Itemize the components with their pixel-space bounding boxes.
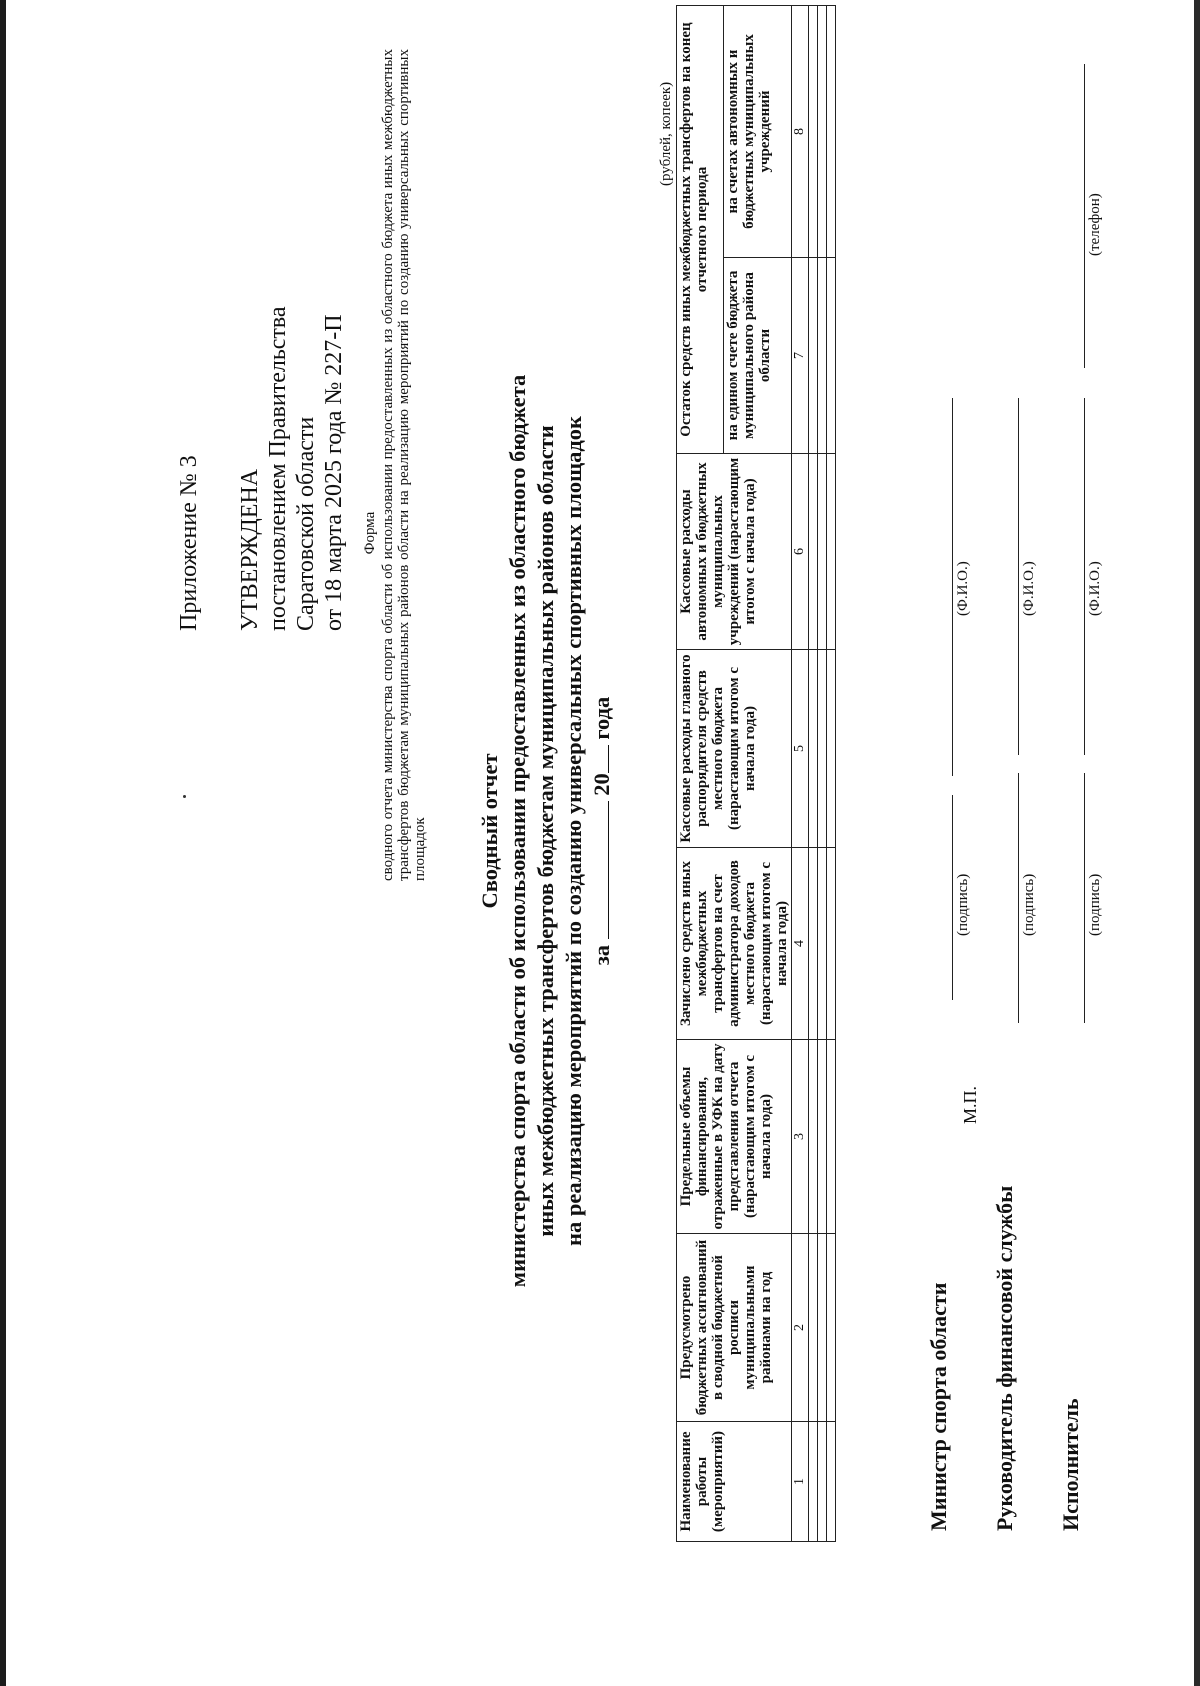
- form-label: Форма: [362, 511, 378, 555]
- table-row: [818, 6, 827, 1542]
- col-header: на едином счете бюджета муниципального района области: [723, 258, 791, 454]
- period-year: 20: [589, 773, 614, 796]
- name-line: [952, 398, 953, 776]
- approval-line: УТВЕРЖДЕНА: [237, 468, 263, 631]
- sign-line: [1018, 773, 1019, 1023]
- name-line: [1018, 398, 1019, 755]
- report-table: [676, 5, 836, 1542]
- col-number: 3: [792, 1040, 809, 1234]
- col-number: 5: [792, 650, 809, 848]
- col-header: Кассовые расходы автономных и бюджетных муниципальных учреждений (нарастающим итогом с начала года): [677, 454, 792, 650]
- period-prefix: за: [589, 944, 614, 966]
- approval-block: [236, 306, 348, 631]
- col-number: 4: [792, 848, 809, 1040]
- title-line: министерства спорта области об использовании предоставленных из областного бюджета: [505, 374, 530, 1288]
- name-line: [1084, 398, 1085, 755]
- col-header: Кассовые расходы главного распорядителя средств местного бюджета (нарастающим итогом с начала года): [677, 650, 792, 848]
- name-caption: (Ф.И.О.): [955, 561, 971, 616]
- col-number: 8: [792, 6, 809, 258]
- title-line: иных межбюджетных трансфертов бюджетам муниципальных районов области: [533, 425, 558, 1237]
- col-header: Наименование работы (мероприятий): [677, 1422, 792, 1542]
- col-header: на счетах автономных и бюджетных муниципальных учреждений: [723, 6, 791, 258]
- appendix-label: Приложение № 3: [176, 455, 202, 631]
- col-header: Предельные объемы финансирования, отраженные в УФК на дату представления отчета (нарастающим итогом с начала года): [677, 1040, 792, 1234]
- col-group-header: Остаток средств иных межбюджетных трансфертов на конец отчетного периода: [677, 6, 724, 454]
- phone-caption: (телефон): [1087, 193, 1103, 256]
- sign-caption: (подпись): [1087, 873, 1103, 936]
- period-blank: [588, 801, 609, 939]
- table-header-row: [677, 6, 724, 1542]
- sign-line: [952, 795, 953, 1000]
- report-title: [476, 331, 616, 1331]
- sign-caption: (подпись): [1021, 873, 1037, 936]
- col-number: 6: [792, 454, 809, 650]
- stamp-placeholder: М.П.: [960, 1085, 980, 1124]
- table-number-row: [792, 6, 809, 1542]
- signature-executor: Исполнитель: [1058, 1398, 1083, 1531]
- sign-line: [1084, 773, 1085, 1023]
- sign-caption: (подпись): [955, 873, 971, 936]
- signature-finance-head: Руководитель финансовой службы: [992, 1185, 1017, 1531]
- approval-line: от 18 марта 2025 года № 227-П: [321, 314, 347, 631]
- period-suffix: года: [589, 696, 614, 740]
- name-caption: (Ф.И.О.): [1021, 561, 1037, 616]
- col-header: Зачислено средств иных межбюджетных трансфертов на счет администратора доходов местного бюджета (нарастающим итогом с начала года): [677, 848, 792, 1040]
- title-line: на реализацию мероприятий по созданию универсальных спортивных площадок: [561, 416, 586, 1246]
- signature-minister: Министр спорта области: [926, 1282, 951, 1531]
- units-label: (рублей, копеек): [658, 81, 674, 186]
- col-number: 1: [792, 1422, 809, 1542]
- title-period: [588, 331, 616, 1331]
- approval-line: постановлением Правительства: [265, 306, 291, 631]
- col-number: 7: [792, 258, 809, 454]
- table-row: [809, 6, 818, 1542]
- form-description: сводного отчета министерства спорта области об использовании предоставленных из областного бюджета иных межбюджетных трансфертов бюджетам муниципальных районов области на реализацию мероприятий по созданию универсальных спортивных площадок: [380, 49, 428, 881]
- col-number: 2: [792, 1234, 809, 1422]
- year-blank: [588, 745, 609, 773]
- approval-line: Саратовской области: [293, 416, 319, 631]
- title-line: Сводный отчет: [477, 753, 502, 909]
- phone-line: [1084, 64, 1085, 368]
- name-caption: (Ф.И.О.): [1087, 561, 1103, 616]
- col-header: Предусмотрено бюджетных ассигнований в сводной бюджетной росписи муниципальными районами на год: [677, 1234, 792, 1422]
- table-row: [827, 6, 836, 1542]
